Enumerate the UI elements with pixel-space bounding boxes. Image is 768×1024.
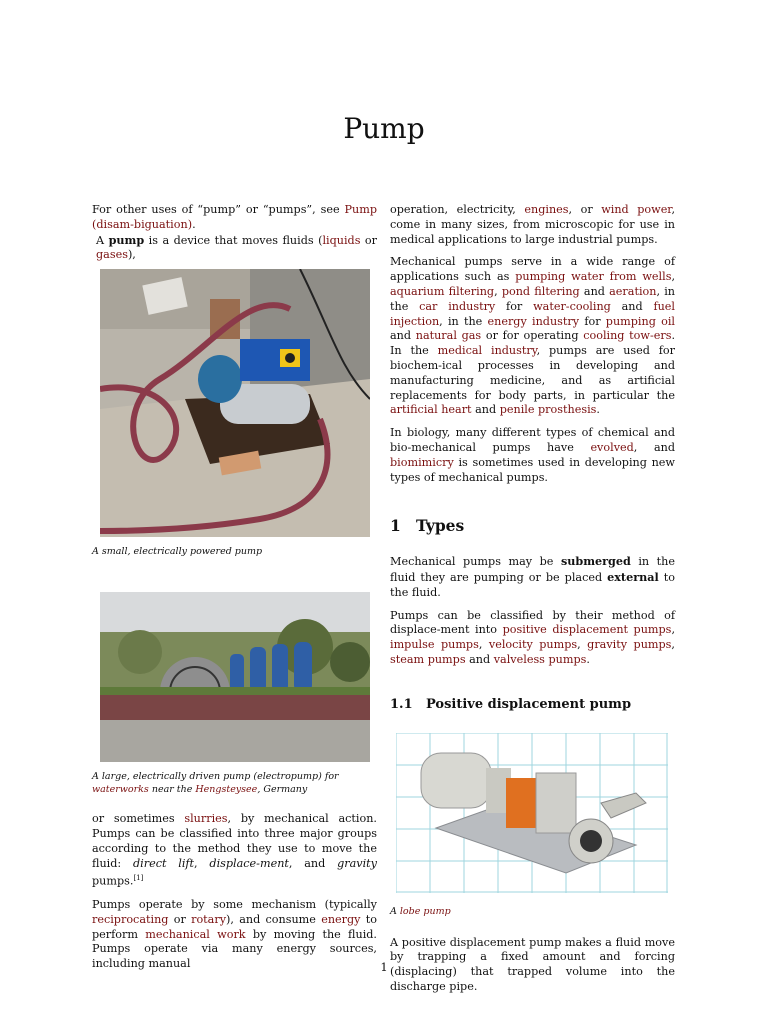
link-aquarium-filtering[interactable]: aquarium filtering xyxy=(390,284,495,298)
link-slurries[interactable]: slurries xyxy=(184,812,228,826)
caption-large-pump: A large, electrically driven pump (electropump) for waterworks near the Hengsteysee, Germany xyxy=(92,771,339,796)
link-reciprocating[interactable]: reciprocating xyxy=(92,912,169,926)
small-pump-photo xyxy=(100,269,370,537)
link-energy-industry[interactable]: energy industry xyxy=(487,314,580,328)
link-water-cooling[interactable]: water-cooling xyxy=(533,299,611,313)
paragraph-energy-sources: operation, electricity, engines, or wind power, come in many sizes, from microscopic for use in medical applications to large industrial pumps. xyxy=(390,203,675,246)
large-pump-image xyxy=(100,592,370,762)
link-liquids[interactable]: liquids xyxy=(322,233,361,247)
link-waterworks[interactable]: waterworks xyxy=(92,784,149,796)
link-gases[interactable]: gases xyxy=(96,248,128,262)
link-pumping-oil[interactable]: pumping oil xyxy=(605,314,676,328)
page-number: 1 xyxy=(380,960,388,974)
link-pump-disambiguation[interactable]: Pump (disam-biguation) xyxy=(92,203,377,231)
page-title: Pump xyxy=(343,112,425,145)
left-column xyxy=(92,203,377,980)
link-evolved[interactable]: evolved xyxy=(590,440,634,454)
link-energy[interactable]: energy xyxy=(321,912,361,926)
right-column xyxy=(390,203,675,1003)
link-artificial-heart[interactable]: artificial heart xyxy=(390,403,472,417)
section-heading-types: 1 Types xyxy=(390,516,465,536)
link-engines[interactable]: engines xyxy=(524,203,569,216)
paragraph-classification-types: Pumps can be classified by their method of displace-ment into positive displacement pumps, impulse pumps, velocity pumps, gravity pumps, steam pumps and valveless pumps. xyxy=(390,608,675,666)
link-mechanical-work[interactable]: mechanical work xyxy=(145,927,246,941)
link-rotary[interactable]: rotary xyxy=(191,912,227,926)
link-impulse-pumps[interactable]: impulse pumps xyxy=(390,638,479,652)
intro-paragraph: A pump is a device that moves fluids (liquids or gases), xyxy=(96,232,378,262)
link-pumping-water[interactable]: pumping water from wells xyxy=(515,270,672,284)
link-gravity-pumps[interactable]: gravity pumps xyxy=(587,638,672,652)
paragraph-classification: or sometimes slurries, by mechanical action. Pumps can be classified into three major groups according to the method they use to move the fluid: direct lift, displace-ment, and gravity pumps.[1] xyxy=(92,812,377,889)
link-positive-displacement[interactable]: positive displacement pumps xyxy=(502,623,672,637)
paragraph-applications: Mechanical pumps serve in a wide range of applications such as pumping water from wells, aquarium filtering, pond filtering and aeration, in the car industry for water-cooling and fuel injection, in the energy industry for pumping oil and natural gas or for operating cooling tow-ers. In the medical industry, pumps are used for biochem-ical processes in developing and manufacturing medicine, and as artificial replacements for body parts, in particular the artificial heart and penile prosthesis. xyxy=(390,255,676,417)
link-lobe-pump[interactable]: lobe pump xyxy=(399,905,451,917)
paragraph-submerged: Mechanical pumps may be submerged in the fluid they are pumping or be placed external to the fluid. xyxy=(390,554,675,599)
link-velocity-pumps[interactable]: velocity pumps xyxy=(488,638,578,652)
link-car-industry[interactable]: car industry xyxy=(419,299,496,313)
paragraph-positive-displacement: A positive displacement pump makes a fluid move by trapping a fixed amount and forcing (displacing) that trapped volume into the discharge pipe. xyxy=(390,935,675,993)
link-valveless-pumps[interactable]: valveless pumps xyxy=(493,652,587,666)
link-hengsteysee[interactable]: Hengsteysee xyxy=(195,784,258,796)
hatnote: For other uses of “pump” or “pumps”, see Pump (disam-biguation). xyxy=(92,203,377,231)
link-aeration[interactable]: aeration xyxy=(609,284,657,298)
small-pump-image xyxy=(100,269,370,537)
caption-small-pump: A small, electrically powered pump xyxy=(92,546,263,558)
link-biomimicry[interactable]: biomimicry xyxy=(390,455,454,469)
paragraph-biology: In biology, many different types of chemical and bio-mechanical pumps have evolved, and biomimicry is sometimes used in developing new types of mechanical pumps. xyxy=(390,426,675,484)
link-medical-industry[interactable]: medical industry xyxy=(437,344,537,358)
citation-1[interactable]: [1] xyxy=(133,874,144,883)
paragraph-mechanism: Pumps operate by some mechanism (typically reciprocating or rotary), and consume energy to perform mechanical work by moving the fluid. Pumps operate via many energy sources, including manual xyxy=(92,897,377,971)
subsection-heading-positive-displacement: 1.1 Positive displacement pump xyxy=(390,696,632,712)
large-pump-photo xyxy=(100,592,370,762)
link-steam-pumps[interactable]: steam pumps xyxy=(390,652,466,666)
lobe-pump-figure xyxy=(396,733,668,893)
caption-lobe-pump: A lobe pump xyxy=(390,905,451,917)
lobe-pump-image xyxy=(396,733,668,893)
link-penile-prosthesis[interactable]: penile prosthesis xyxy=(499,403,597,417)
link-fuel-injection[interactable]: fuel injection xyxy=(390,299,675,328)
link-pond-filtering[interactable]: pond filtering xyxy=(501,284,580,298)
link-wind-power[interactable]: wind power xyxy=(601,203,672,216)
link-natural-gas[interactable]: natural gas xyxy=(415,329,482,343)
link-cooling-towers[interactable]: cooling tow-ers xyxy=(583,329,672,343)
